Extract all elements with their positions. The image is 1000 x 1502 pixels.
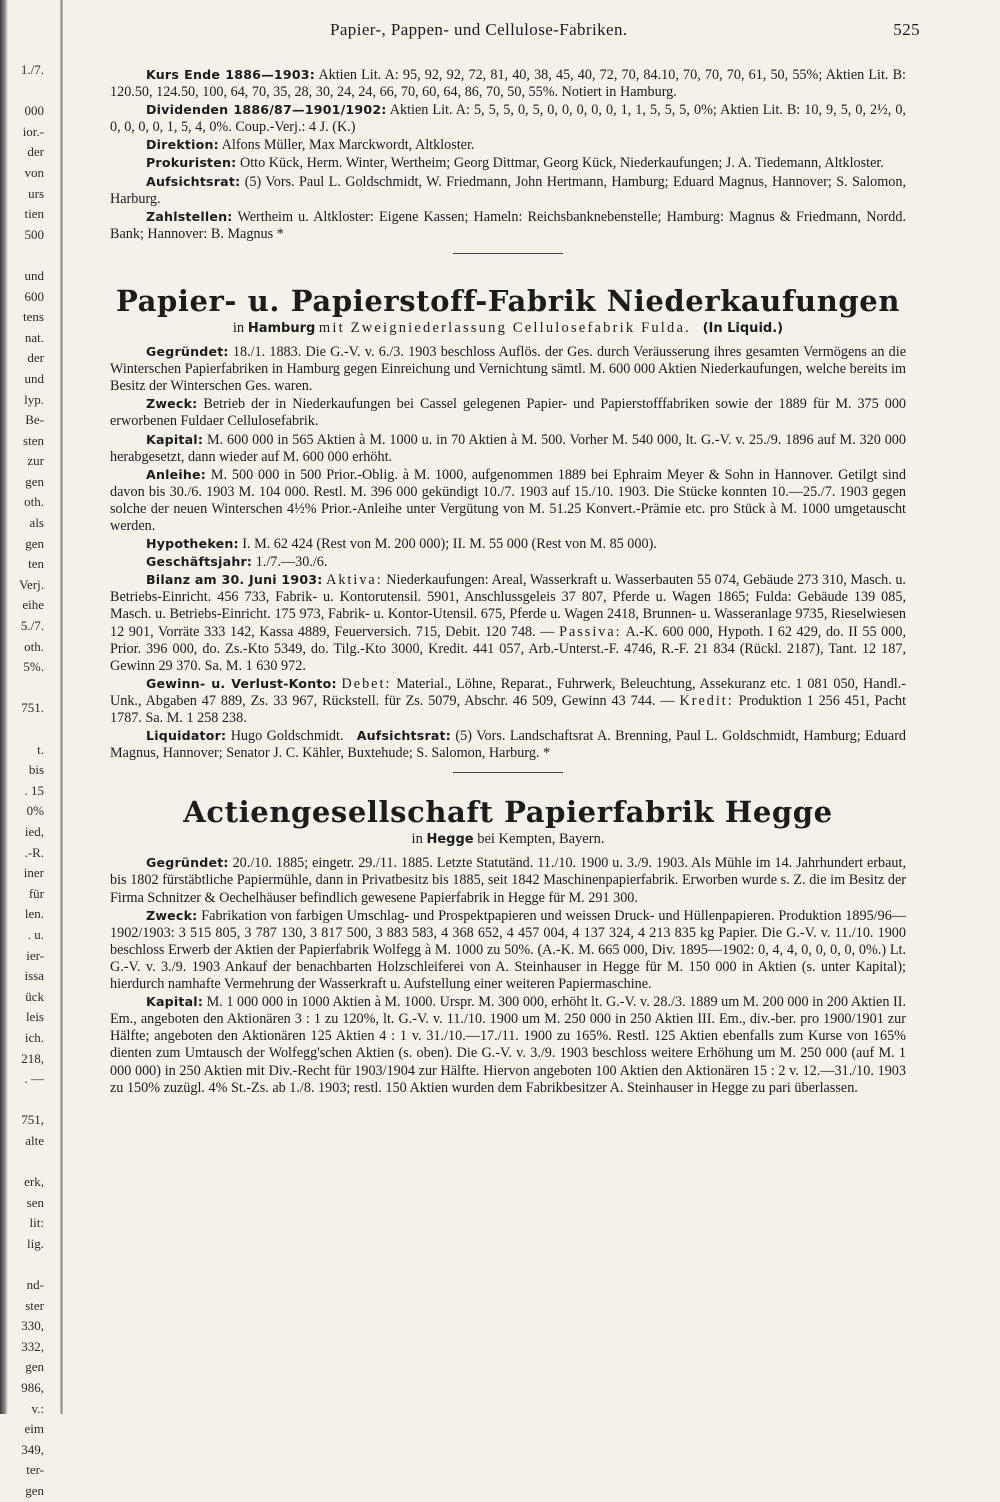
subtitle-in: in (232, 319, 245, 336)
prev-kurs-label: Kurs Ende 1886—1903: (146, 67, 316, 82)
nk-ar-text: (5) Vors. Landschaftsrat A. Brenning, Paul L. Goldschmidt, Hamburg; Eduard Magnus, Hannover; Senator J. C. Kähler, Buxtehude; S. Salomon, Harburg. * (110, 728, 907, 762)
gutter-line: v.: (31, 1400, 44, 1416)
gutter-line: alte (25, 1132, 44, 1148)
gutter-line: .-R. (24, 844, 44, 860)
nk-liquidator (110, 727, 906, 762)
nk-passiva-label: Passiva: (559, 623, 622, 640)
nk-gewinn (110, 675, 906, 727)
subtitle-location: bei Kempten, Bayern. (477, 831, 605, 848)
nk-debet-label: Debet: (341, 675, 392, 692)
gutter-line: leis (25, 1009, 44, 1025)
gutter-line: 751, (21, 1112, 44, 1128)
nk-kapital-text: M. 600 000 in 565 Aktien à M. 1000 u. in 70 Aktien à M. 500. Vorher M. 540 000, lt. G.-V. v. 25./9. 1896 auf M. 320 000 herabgesetzt, dann wieder auf M. 600 000 erhöht. (110, 431, 906, 465)
running-head-title: Papier-, Pappen- und Cellulose-Fabriken. (330, 20, 628, 39)
gutter-line: und (24, 267, 44, 283)
nk-liquidator-text: Hugo Goldschmidt. (230, 728, 344, 745)
gutter-line: ich. (24, 1029, 44, 1045)
nk-kapital-label: Kapital: (146, 431, 204, 447)
prev-aufsichtsrat-label: Aufsichtsrat: (146, 173, 241, 189)
gutter-line: zur (27, 453, 44, 469)
hg-gegruendet-text: 20./10. 1885; eingetr. 29./11. 1885. Letzte Statutänd. 11./10. 1900 u. 3./9. 1903. Als Mühle im 14. Jahrhundert erbaut, bis 1802 fürstäbtliche Papiermühle, dann in Privatbesitz bis 1885, seit 1842 Maschinenpapierfabrik. Erworben wurde s. Z. die im Besitz der Firma Schnitzer & Oechelhäuser befindlich gewesene Papierfabrik in Hegge für M. 291 300. (110, 855, 907, 906)
gutter-line: der (27, 350, 44, 366)
prev-zahlstellen-text: Wertheim u. Altkloster: Eigene Kassen; Hameln: Reichsbanknebenstelle; Hamburg: Magnus & Friedmann, Nordd. Bank; Hannover: B. Magnus * (110, 208, 906, 242)
gutter-line: 332, (21, 1338, 44, 1354)
gutter-line: ied, (24, 823, 44, 839)
hg-kapital-label: Kapital: (146, 994, 204, 1010)
gutter-line: sen (26, 1194, 44, 1210)
company-title-niederkaufungen: Papier- u. Papierstoff-Fabrik Niederkaufungen (115, 283, 901, 318)
entry-end-rule (453, 253, 563, 254)
nk-zweck-text: Betrieb der in Niederkaufungen bei Cassel gelegenen Papier- und Papierstofffabriken sowie der 1889 für M. 375 000 erworbenen Fuldaer Cellulosefabrik. (110, 396, 907, 430)
gutter-line: gen (25, 473, 44, 489)
gutter-line: Be- (25, 412, 44, 428)
prev-zahlstellen (110, 208, 906, 243)
nk-bilanz-label: Bilanz am 30. Juni 1903: (146, 572, 323, 588)
nk-geschaeftsjahr (110, 553, 906, 571)
gutter-line: oth. (24, 494, 44, 510)
hg-zweck-text: Fabrikation von farbigen Umschlag- und Prospektpapieren und weissen Druck- und Hüllenpapieren. Produktion 1895/96—1902/1903: 3 515 805, 3 787 130, 3 817 500, 3 883 583, 4 368 652, 4 457 004, 4 137 324, 4 213 835 kg Papier. Die G.-V. v. 11./10. 1900 beschloss Erwerb der Aktien der Papierfabrik Wolfegg à M. 1000 zu 50%. (A.-K. M. 665 000, Div. 1895—1902: 0, 4, 4, 0, 0, 0, 0, 0%.) Lt. G.-V. v. 3./9. 1903 Ankauf der benachbarten Holzschleiferei von A. Steinhauser in Hegge für M. 150 000 in Aktien (s. unter Kapital); hierdurch namhafte Vermehrung der Wasserkraft u. Aufstellung einer weiteren Papiermaschine. (110, 907, 907, 993)
nk-gewinn-label: Gewinn- u. Verlust-Konto: (146, 675, 337, 691)
gutter-line: 5%. (23, 659, 44, 675)
gutter-line: len. (24, 906, 44, 922)
gutter-line: gen (25, 1359, 44, 1375)
hg-zweck-label: Zweck: (146, 907, 198, 923)
gutter-line: 218, (21, 1050, 44, 1066)
nk-anleihe-text: M. 500 000 in 500 Prior.-Oblig. à M. 1000, aufgenommen 1889 bei Ephraim Meyer & Sohn in Hannover. Getilgt sind davon bis 30./6. 1903 M. 104 000. Restl. M. 396 000 gekündigt 10./7. 1903 auf 15./10. 1903. Die Stücke konnten 10.—25./7. 1903 gegen solche der neuen Winterschen 4½% Prior.-Anleihe unter Vergütung von M. 51.25 Konvert.-Prämie etc. pro Stück à M. 1000 umgetauscht werden. (110, 466, 906, 534)
gutter-line (0, 1090, 44, 1111)
gutter-line: 349, (21, 1441, 44, 1457)
subtitle-branch: mit Zweigniederlassung Cellulosefabrik Fulda. (318, 319, 691, 336)
nk-hypotheken-text: I. M. 62 424 (Rest von M. 200 000); II. M. 55 000 (Rest von M. 85 000). (242, 536, 657, 553)
subtitle-city: Hegge (426, 832, 474, 848)
gutter-line: nat. (24, 329, 44, 345)
prev-dividenden (110, 101, 906, 136)
nk-anleihe (110, 466, 906, 535)
gutter-line: ter- (26, 1462, 44, 1478)
nk-kredit-text: Produktion 1 256 451, Pacht 1787. Sa. M. 1 258 238. (110, 692, 907, 726)
gutter-line (0, 719, 44, 740)
prev-aufsichtsrat (110, 173, 906, 208)
gutter-line: oth. (24, 638, 44, 654)
nk-hypotheken-label: Hypotheken: (146, 536, 239, 552)
gutter-line: tien (24, 206, 44, 222)
gutter-line: t. (37, 741, 44, 757)
prev-direktion-label: Direktion: (146, 137, 219, 153)
nk-ar-label: Aufsichtsrat: (356, 728, 452, 744)
gutter-line: als (29, 515, 44, 531)
company-title-hegge: Actiengesellschaft Papierfabrik Hegge (183, 795, 833, 830)
gutter-line: und (24, 370, 44, 386)
hg-gegruendet-label: Gegründet: (146, 855, 229, 871)
nk-debet-text: Material., Löhne, Reparat., Fuhrwerk, Beleuchtung, Assekuranz etc. 1 081 050, Handl.-Unk., Abgaben 47 889, Zs. 33 967, Rückstell. für Zs. 5079, Abschr. 46 509, Gewinn 43 744. — (110, 675, 907, 709)
nk-gegruendet (110, 343, 906, 395)
hg-gegruendet (110, 854, 906, 906)
gutter-line (0, 1151, 44, 1172)
prev-dividenden-label: Dividenden 1886/87—1901/1902: (146, 102, 387, 118)
company-subtitle-hegge (110, 831, 906, 848)
nk-geschaeftsjahr-text: 1./7.—30./6. (255, 554, 328, 571)
gutter-line: bis (28, 762, 44, 778)
gutter-line: eihe (22, 597, 44, 613)
gutter-line: . — (24, 1071, 44, 1087)
nk-zweck (110, 395, 906, 430)
gutter-line: gen (25, 1482, 44, 1498)
nk-gegruendet-label: Gegründet: (146, 344, 229, 360)
gutter-line: gen (25, 535, 44, 551)
nk-kapital (110, 431, 906, 466)
previous-page-gutter (0, 60, 44, 1498)
gutter-line: 0% (26, 803, 44, 819)
liquidation-status: (In Liquid.) (702, 320, 784, 336)
subtitle-city: Hamburg (247, 320, 316, 336)
gutter-line: 5./7. (20, 618, 44, 634)
subtitle-in: in (411, 831, 423, 848)
prev-prokuristen-text: Otto Kück, Herm. Winter, Wertheim; Georg Dittmar, Georg Kück, Niederkaufungen; J. A. Tiedemann, Altkloster. (239, 155, 884, 172)
gutter-line: . 15 (24, 782, 44, 798)
gutter-line: ten (28, 556, 44, 572)
gutter-line: ück (25, 988, 44, 1004)
gutter-line: ior.- (22, 123, 44, 139)
page-number: 525 (893, 20, 920, 39)
gutter-line: eim (24, 1421, 44, 1437)
page-fold-rule (60, 0, 63, 1414)
nk-anleihe-label: Anleihe: (146, 466, 207, 482)
nk-aktiva-label: Aktiva: (326, 572, 383, 589)
gutter-line: ster (25, 1297, 44, 1313)
gutter-line (0, 245, 44, 266)
gutter-line (0, 81, 44, 102)
nk-geschaeftsjahr-label: Geschäftsjahr: (146, 554, 253, 570)
gutter-line: sten (23, 432, 44, 448)
gutter-line: 986, (21, 1380, 44, 1395)
gutter-line (0, 678, 44, 699)
gutter-line: urs (28, 185, 44, 201)
gutter-line: ier- (26, 947, 44, 963)
gutter-line: issa (24, 968, 44, 984)
hg-zweck (110, 907, 906, 993)
gutter-line: 500 (24, 226, 44, 242)
gutter-line: von (24, 164, 44, 180)
page-content (110, 66, 906, 1097)
nk-kredit-label: Kredit: (679, 692, 734, 709)
company-subtitle-niederkaufungen (110, 320, 906, 337)
gutter-line: 1./7. (20, 62, 44, 77)
gutter-line: tens (23, 309, 44, 325)
running-head (110, 20, 920, 44)
prev-kurs (110, 66, 906, 101)
entry-end-rule (453, 772, 563, 773)
hg-kapital-text: M. 1 000 000 in 1000 Aktien à M. 1000. Urspr. M. 300 000, erhöht lt. G.-V. v. 28./3. 1889 um M. 200 000 in 200 Aktien II. Em., angeboten den Aktionären 3 : 1 zu 120%, lt. G.-V. v. 11./10. 1900 um M. 250 000 in 250 Aktien III. Em., div.-ber. pro 1900/1901 zur Hälfte; angeboten den Aktionären 125 Aktien 4 : 1 v. 31./10.—17./11. 1900 zu 165%. Restl. 125 Aktien ebenfalls zum Kurse von 165% dienten zum Umtausch der Wolfegg'schen Aktien (s. oben). Die G.-V. v. 3./9. 1903 beschloss weitere Erhöhung um M. 250 000 (auf M. 1 000 000) in 250 Aktien mit Div.-Recht für 1903/1904 zur Hälfte. Hiervon angeboten 100 Aktien den Aktionären 15 : 2 v. 12.—31./10. 1903 zu 150% zuzügl. 4% St.-Zs. ab 1./8. 1903; restl. 150 Aktien wurden dem Fabrikbesitzer A. Steinhauser in Hegge zu pari überlassen. (110, 994, 906, 1096)
gutter-line: 330, (21, 1318, 44, 1334)
gutter-line: erk, (24, 1174, 44, 1190)
gutter-line: Verj. (19, 576, 44, 592)
nk-hypotheken (110, 535, 906, 553)
prev-prokuristen-label: Prokuristen: (146, 155, 237, 171)
prev-zahlstellen-label: Zahlstellen: (146, 208, 233, 224)
nk-gegruendet-text: 18./1. 1883. Die G.-V. v. 6./3. 1903 beschloss Auflös. der Ges. durch Veräusserung ihres gesamten Vermögens an die Winterschen Papierfabriken in Hamburg gegen Einreichung und Vernichtung sämtl. M. 600 000 Aktien Niederkaufungen, welche bereits im Besitz der Winterschen Ges. waren. (110, 344, 907, 395)
gutter-line: 000 (24, 103, 44, 119)
nk-bilanz (110, 571, 906, 675)
hg-kapital (110, 993, 906, 1097)
gutter-line: lit: (29, 1215, 44, 1231)
gutter-line (0, 1254, 44, 1275)
gutter-line: lyp. (24, 391, 44, 407)
prev-kurs-text: Aktien Lit. A: 95, 92, 92, 72, 81, 40, 38, 45, 40, 72, 70, 84.10, 70, 70, 70, 61, 50, 55%; Aktien Lit. B: 120.50, 124.50, 100, 64, 70, 35, 28, 30, 24, 24, 66, 70, 60, 64, 86, 70, 50, 55%. Notiert in Hamburg. (110, 67, 907, 101)
prev-dividenden-text: Aktien Lit. A: 5, 5, 5, 0, 5, 0, 0, 0, 0, 0, 1, 1, 5, 5, 5, 0%; Aktien Lit. B: 10, 9, 5, 0, 2½, 0, 0, 0, 0, 0, 1, 5, 4, 0%. Coup.-Verj.: 4 J. (K.) (110, 102, 906, 136)
gutter-line: der (27, 144, 44, 160)
gutter-line: nd- (26, 1277, 44, 1293)
gutter-line: . u. (27, 926, 44, 942)
gutter-line: 600 (24, 288, 44, 304)
gutter-line: lig. (27, 1235, 44, 1251)
gutter-line: 751. (21, 700, 44, 716)
prev-aufsichtsrat-text: (5) Vors. Paul L. Goldschmidt, W. Friedmann, John Hertmann, Hamburg; Eduard Magnus, Hannover; S. Salomon, Harburg. (110, 173, 907, 207)
nk-passiva-text: A.-K. 600 000, Hypoth. I 62 429, do. II 55 000, Prior. 396 000, do. Zs.-Kto 5349, do. Tilg.-Kto 3000, Kredit. 441 057, Arb.-Unterst.-F. 4746, R.-F. 21 834 (Rückl. 2187), Tant. 12 187, Gewinn 29 370. Sa. M. 1 630 972. (110, 623, 906, 674)
gutter-line: für (28, 885, 44, 901)
nk-aktiva-text: Niederkaufungen: Areal, Wasserkraft u. Wasserbauten 55 074, Gebäude 273 310, Masch. u. Betriebs-Einricht. 456 733, Fabrik- u. Kontorutensil. 5901, Anschlussgeleis 37 807, Pferde u. Wagen 1865; Fulda: Gebäude 139 085, Masch. u. Betriebs-Einricht. 175 973, Fabrik- u. Kontor-Utensil. 675, Pferde u. Wagen 2418, Brunnen- u. Wasseranlage 9735, Rieselwiesen 12 901, Vorräte 333 142, Kassa 4889, Feuerversich. 715, Debit. 120 748. — (110, 572, 906, 640)
prev-direktion-text: Alfons Müller, Max Marckwordt, Altkloster. (221, 137, 475, 154)
prev-direktion (110, 136, 906, 154)
nk-zweck-label: Zweck: (146, 396, 198, 412)
gutter-line: iner (23, 865, 44, 881)
nk-liquidator-label: Liquidator: (146, 728, 227, 744)
prev-prokuristen (110, 154, 906, 172)
